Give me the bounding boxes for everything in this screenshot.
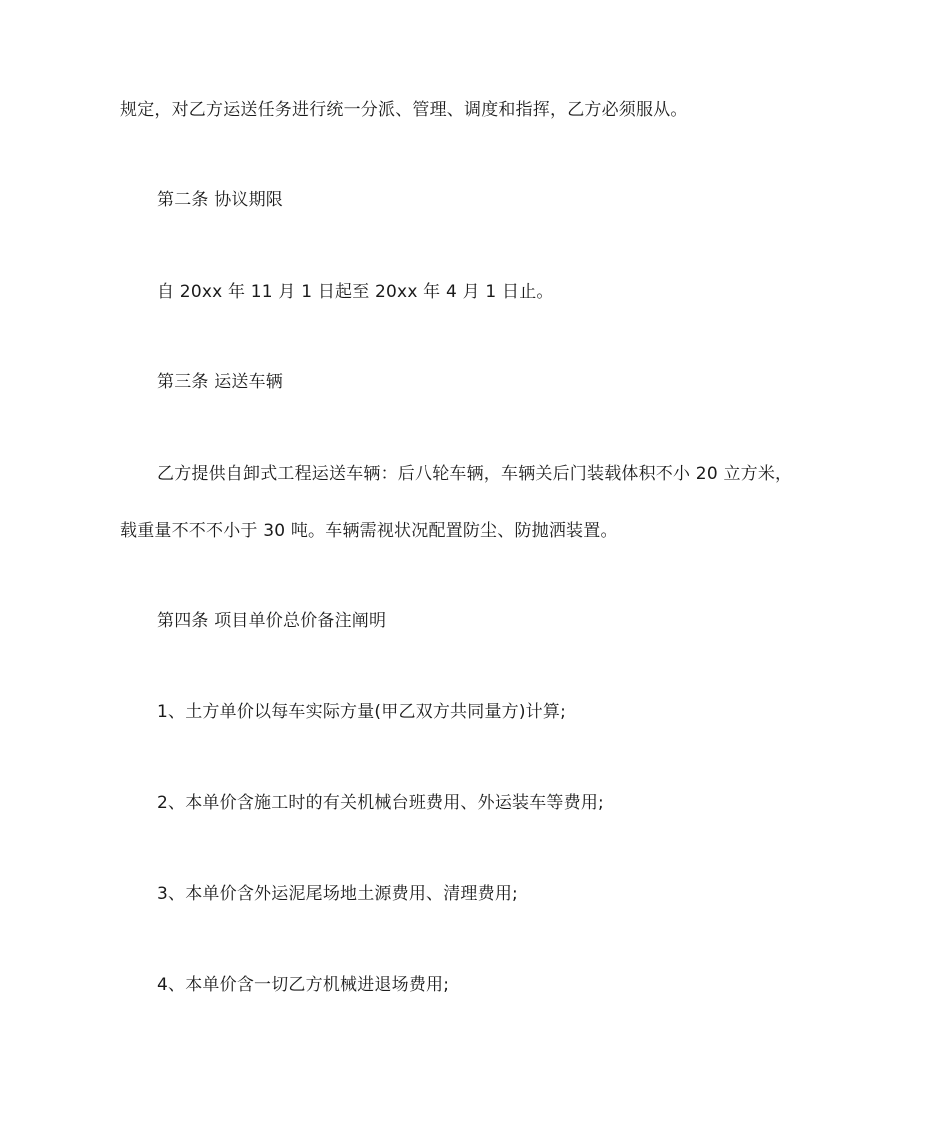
note-item-1: 1、土方单价以每车实际方量(甲乙双方共同量方)计算; (157, 702, 567, 722)
paragraph-dispatch-rule: 规定，对乙方运送任务进行统一分派、管理、调度和指挥，乙方必须服从。 (120, 100, 688, 120)
vehicle-spec-line-2: 载重量不不不小于 30 吨。车辆需视状况配置防尘、防抛洒装置。 (120, 521, 618, 541)
article-2-heading: 第二条 协议期限 (157, 190, 284, 210)
note-item-4: 4、本单价含一切乙方机械进退场费用; (157, 975, 450, 995)
vehicle-spec-line-1: 乙方提供自卸式工程运送车辆：后八轮车辆，车辆关后门装载体积不小 20 立方米， (157, 464, 793, 484)
article-3-heading: 第三条 运送车辆 (157, 372, 284, 392)
agreement-term-text: 自 20xx 年 11 月 1 日起至 20xx 年 4 月 1 日止。 (157, 282, 554, 302)
note-item-3: 3、本单价含外运泥尾场地土源费用、清理费用; (157, 884, 518, 904)
note-item-2: 2、本单价含施工时的有关机械台班费用、外运装车等费用; (157, 793, 604, 813)
article-4-heading: 第四条 项目单价总价备注阐明 (157, 611, 387, 631)
